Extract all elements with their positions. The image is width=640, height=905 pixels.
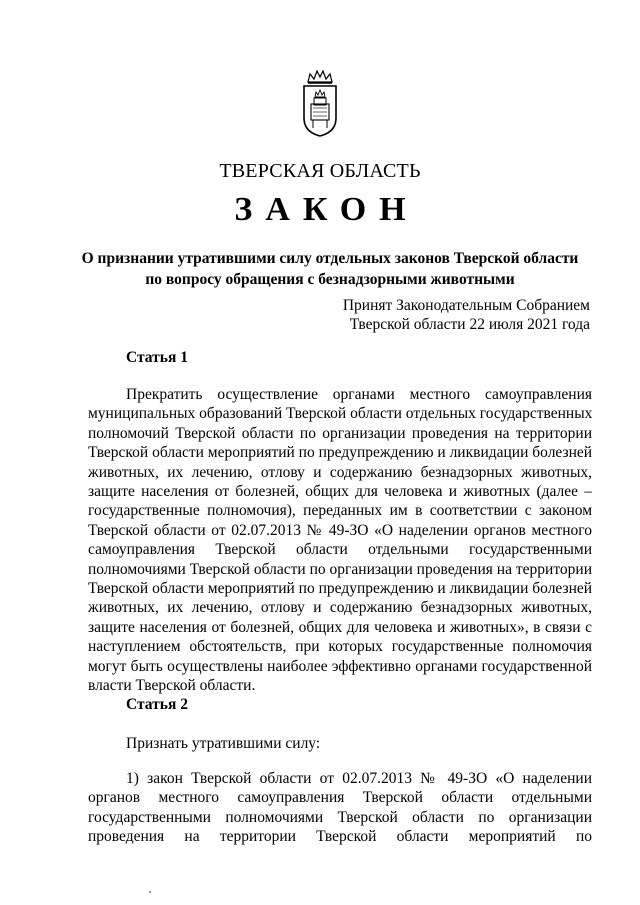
region-name: ТВЕРСКАЯ ОБЛАСТЬ xyxy=(219,160,421,182)
text-line: государственными полномочиями Тверской области по организации xyxy=(88,808,592,826)
text-line: Тверской области от 02.07.2013 № 49-ЗО «О наделении органов местного xyxy=(88,521,592,539)
article-2-item-1 xyxy=(88,769,592,847)
text-line: муниципальных образований Тверской области отдельных государственных xyxy=(88,405,592,423)
adoption-note-line: Принят Законодательным Собранием xyxy=(342,297,590,314)
article-1-text xyxy=(88,385,592,696)
adoption-note-line: Тверской области 22 июля 2021 года xyxy=(349,316,590,333)
coat-of-arms-icon xyxy=(301,68,339,138)
scan-speck xyxy=(149,891,151,893)
text-line: Тверской области мероприятий по предупреждению и ликвидации болезней xyxy=(88,580,592,598)
text-line: полномочиями Тверской области по организации проведения на территории xyxy=(88,560,592,578)
text-line: самоуправления Тверской области отдельными государственными xyxy=(88,541,592,559)
text-line: государственные полномочия), переданных им в соответствии с законом xyxy=(88,502,592,520)
text-line: проведения на территории Тверской области мероприятий по xyxy=(88,828,592,846)
article-2-heading: Статья 2 xyxy=(126,696,188,713)
text-line: Тверской области мероприятий по предупреждению и ликвидации болезней xyxy=(88,444,592,462)
text-line: наступлением обстоятельств, при которых государственные полномочия xyxy=(88,638,592,656)
text-line: органов местного самоуправления Тверской области отдельными xyxy=(88,789,592,807)
text-line: защите населения от болезней, общих для человека и животных (далее – xyxy=(88,483,592,501)
text-line: 1) закон Тверской области от 02.07.2013 № 49-ЗО «О наделении xyxy=(126,770,592,787)
text-line: полномочий Тверской области по организации проведения на территории xyxy=(88,424,592,442)
adoption-note xyxy=(343,296,590,334)
document-title: ЗАКОН xyxy=(234,191,419,228)
text-line: животных, их лечению, отлову и содержанию безнадзорных животных, xyxy=(88,599,592,617)
text-line: власти Тверской области. xyxy=(88,677,256,695)
law-subject xyxy=(70,248,590,290)
article-1-heading: Статья 1 xyxy=(126,349,188,366)
text-line: могут быть осуществлены наиболее эффективно органами государственной xyxy=(88,657,592,675)
text-line: животных, их лечению, отлову и содержанию безнадзорных животных, xyxy=(88,463,592,481)
law-subject-line: по вопросу обращения с безнадзорными животными xyxy=(145,271,515,288)
law-subject-line: О признании утратившими силу отдельных законов Тверской области xyxy=(81,250,579,267)
text-line: Прекратить осуществление органами местного самоуправления xyxy=(126,386,592,403)
text-line: защите населения от болезней, общих для человека и животных», в связи с xyxy=(88,618,592,636)
article-2-intro: Признать утратившими силу: xyxy=(126,735,321,752)
